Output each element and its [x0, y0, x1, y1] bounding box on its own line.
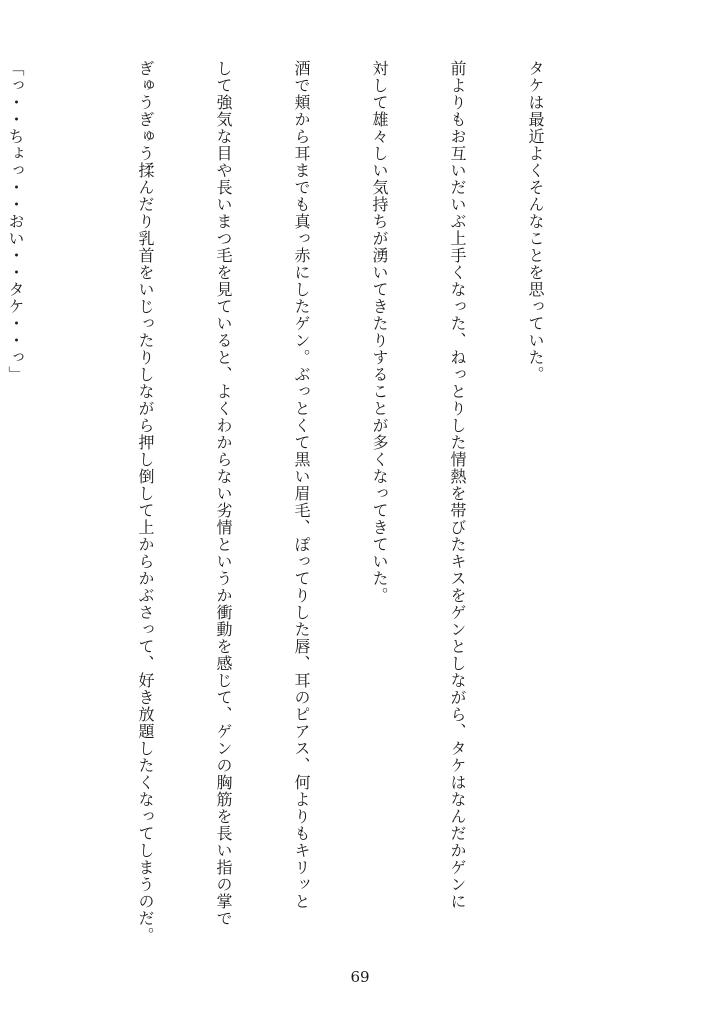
text-line: 前よりもお互いだいぶ上手くなった、ねっとりした情熱を帯びたキスをゲンとしながら、タケはなんだかゲンに [448, 60, 467, 910]
text-line: 酒で頬から耳までも真っ赤にしたゲン。ぶっとくて黒い眉毛、ぽってりした唇、耳のピアス、何よりもキリッと [292, 60, 311, 910]
text-line: ぎゅうぎゅう揉んだり乳首をいじったりしながら押し倒して上からかぶさって、好き放題したくなってしまうのだ。 [136, 60, 155, 944]
dialogue-line: 「っ・・ちょっ・・おい・・タケ・・っ」 [6, 60, 25, 383]
vertical-text-body [0, 60, 600, 960]
text-line: して強気な目や長いまつ毛を見ていると、よくわからない劣情というか衝動を感じて、ゲンの胸筋を長い指の掌で [214, 60, 233, 927]
text-line: タケは最近よくそんなことを思っていた。 [526, 60, 545, 383]
text-line: 対して雄々しい気持ちが湧いてきたりすることが多くなってきていた。 [370, 60, 389, 604]
page-number: 69 [350, 968, 370, 986]
